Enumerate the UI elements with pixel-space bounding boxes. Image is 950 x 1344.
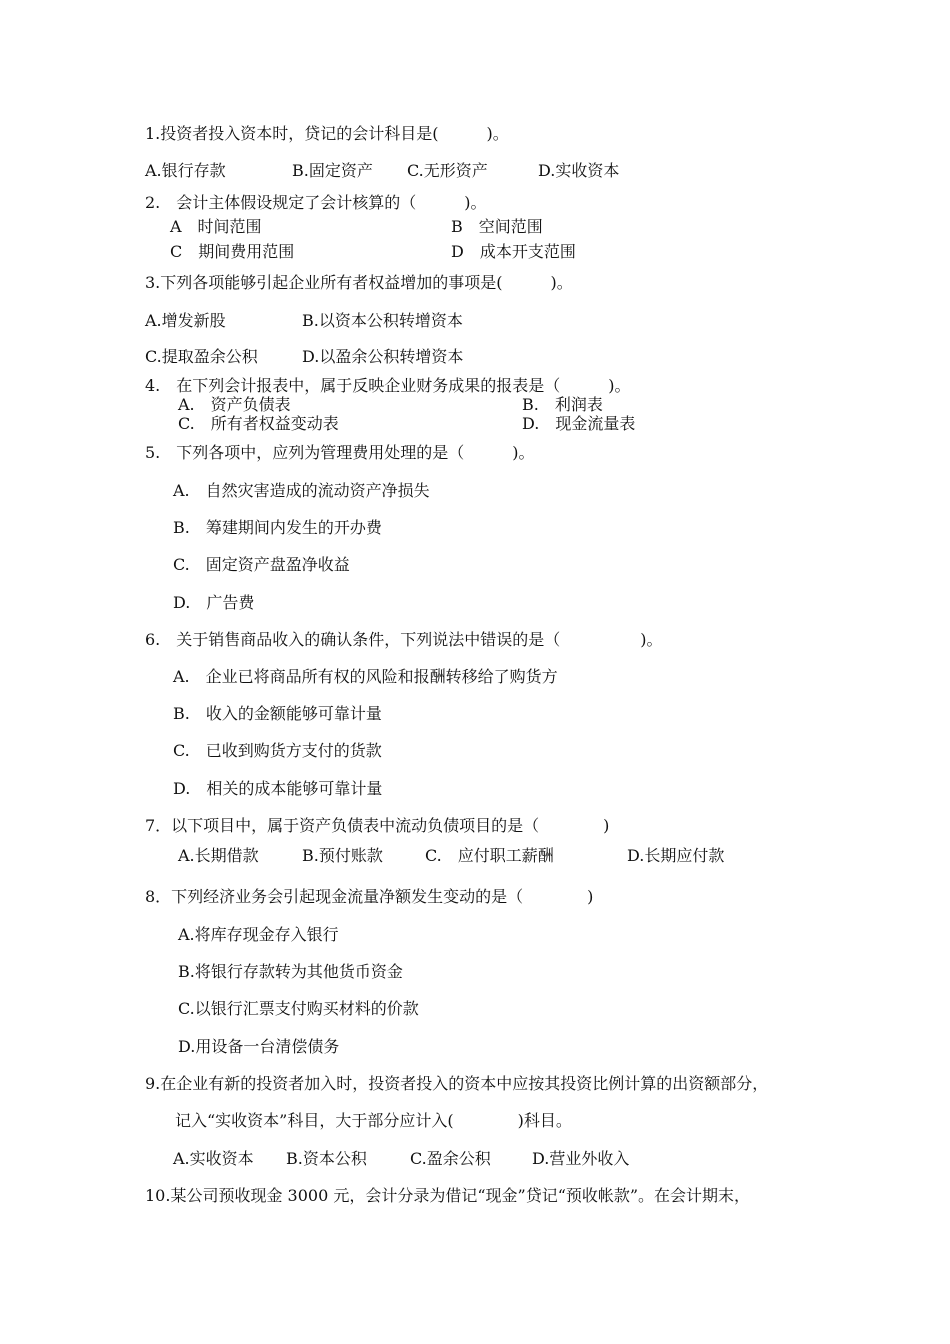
question-9-option-c: C.盈余公积	[410, 1149, 491, 1168]
question-5-option-a: A. 自然灾害造成的流动资产净损失	[173, 481, 430, 500]
question-6-stem: 6. 关于销售商品收入的确认条件，下列说法中错误的是（ )。	[145, 630, 663, 649]
question-6-option-b: B. 收入的金额能够可靠计量	[173, 704, 382, 723]
question-8-option-c: C.以银行汇票支付购买材料的价款	[178, 999, 419, 1018]
question-8-stem: 8．下列经济业务会引起现金流量净额发生变动的是（ )	[145, 887, 594, 906]
question-4-stem: 4. 在下列会计报表中，属于反映企业财务成果的报表是（ )。	[145, 376, 631, 395]
question-4-option-b: B. 利润表	[522, 395, 603, 414]
question-9-option-d: D.营业外收入	[532, 1149, 630, 1168]
question-4-option-a: A. 资产负债表	[178, 395, 291, 414]
question-6-option-d: D. 相关的成本能够可靠计量	[173, 779, 383, 798]
question-1-option-a: A.银行存款	[145, 161, 226, 180]
question-1-option-c: C.无形资产	[407, 161, 488, 180]
question-1-stem: 1.投资者投入资本时，贷记的会计科目是( )。	[145, 124, 509, 143]
question-5-option-d: D. 广告费	[173, 593, 255, 612]
question-7-option-d: D.长期应付款	[627, 846, 725, 865]
question-6-option-a: A. 企业已将商品所有权的风险和报酬转移给了购货方	[173, 667, 558, 686]
question-2-option-d: D 成本开支范围	[451, 242, 576, 261]
question-8-option-a: A.将库存现金存入银行	[178, 925, 339, 944]
question-5-option-c: C. 固定资产盘盈净收益	[173, 555, 350, 574]
question-2-option-a: A 时间范围	[170, 217, 262, 236]
question-3-option-d: D.以盈余公积转增资本	[302, 347, 464, 366]
question-7-stem: 7．以下项目中，属于资产负债表中流动负债项目的是（ )	[145, 816, 610, 835]
question-8-option-b: B.将银行存款转为其他货币资金	[178, 962, 403, 981]
question-10-stem: 10.某公司预收现金 3000 元，会计分录为借记“现金”贷记“预收帐款”。在会计期末，	[145, 1186, 751, 1205]
question-8-option-d: D.用设备一台清偿债务	[178, 1037, 340, 1056]
question-3-stem: 3.下列各项能够引起企业所有者权益增加的事项是( )。	[145, 273, 573, 292]
question-9-option-a: A.实收资本	[173, 1149, 254, 1168]
question-5-option-b: B. 筹建期间内发生的开办费	[173, 518, 382, 537]
question-1-option-d: D.实收资本	[538, 161, 620, 180]
question-2-option-b: B 空间范围	[451, 217, 543, 236]
question-4-option-c: C. 所有者权益变动表	[178, 414, 339, 433]
question-9-stem: 9.在企业有新的投资者加入时，投资者投入的资本中应按其投资比例计算的出资额部分，	[145, 1074, 769, 1093]
question-2-option-c: C 期间费用范围	[170, 242, 295, 261]
question-3-option-c: C.提取盈余公积	[145, 347, 258, 366]
question-5-stem: 5. 下列各项中，应列为管理费用处理的是（ )。	[145, 443, 535, 462]
question-4-option-d: D. 现金流量表	[522, 414, 636, 433]
question-1-option-b: B.固定资产	[292, 161, 373, 180]
question-3-option-a: A.增发新股	[145, 311, 226, 330]
question-6-option-c: C. 已收到购货方支付的货款	[173, 741, 382, 760]
question-7-option-b: B.预付账款	[302, 846, 383, 865]
question-9-option-b: B.资本公积	[286, 1149, 367, 1168]
question-7-option-a: A.长期借款	[178, 846, 259, 865]
question-2-stem: 2. 会计主体假设规定了会计核算的（ )。	[145, 193, 487, 212]
question-7-option-c: C. 应付职工薪酬	[425, 846, 554, 865]
question-9-stem-continued: 记入“实收资本”科目，大于部分应计入( )科目。	[175, 1111, 572, 1130]
question-3-option-b: B.以资本公积转增资本	[302, 311, 463, 330]
